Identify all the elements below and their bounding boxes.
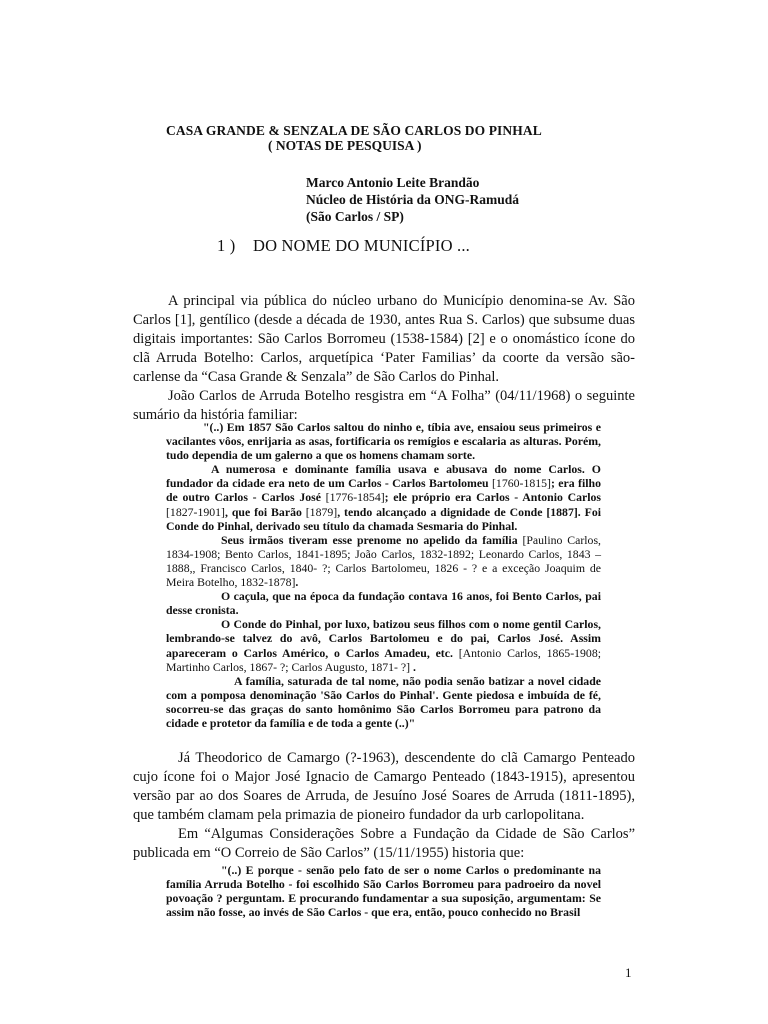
- quote-paragraph: O caçula, que na época da fundação contava 16 anos, foi Bento Carlos, pai desse cronista.: [166, 589, 601, 618]
- quote-text: Seus irmãos tiveram esse prenome no apelido da família: [221, 532, 523, 547]
- quote-text: .: [410, 659, 417, 674]
- quote-paragraph: [166, 617, 601, 673]
- quote-dates: [Paulino Carlos, 1834-1908; Bento Carlos, 1841-1895; João Carlos, 1832-1892; Leonardo Carlos, 1843 – 1888,, Francisco Carlos, 1840- ?; Carlos Bartolomeu, 1826 - ? e a exceção Joaquim de Meira Botelho, 1832-1878]: [166, 532, 601, 590]
- author-block: [306, 174, 519, 225]
- quote-date: [1879]: [305, 504, 338, 519]
- paragraph: Já Theodorico de Camargo (?-1963), descendente do clã Camargo Penteado cujo ícone foi o Major José Ignacio de Camargo Penteado (1843-1915), apresentou versão par ao dos Soares de Arruda, de Jesuíno José Soares de Arruda (1811-1895), que também clamam pela primazia de pioneiro fundador da urb carlopolitana.: [133, 750, 635, 823]
- author-affiliation: Núcleo de História da ONG-Ramudá: [306, 192, 520, 207]
- quote-text: ; ele próprio era Carlos - Antonio Carlos: [384, 490, 601, 505]
- paragraph: A principal via pública do núcleo urbano do Município denomina-se Av. São Carlos [1], gentílico (desde a década de 1930, antes Rua S. Carlos) que subsume duas digitais importantes: São Carlos Borromeu (1538-1584) [2] e o onomástico ícone do clã Arruda Botelho: Carlos, arquetípica ‘Pater Familias’ da coorte da versão são-carlense da “Casa Grande & Senzala” de São Carlos do Pinhal.: [133, 293, 635, 385]
- document-title: CASA GRANDE & SENZALA DE SÃO CARLOS DO PINHAL: [166, 123, 542, 138]
- paragraph: João Carlos de Arruda Botelho resgistra em “A Folha” (04/11/1968) o seguinte sumário da história familiar:: [133, 388, 635, 423]
- quote-text: A numerosa e dominante família usava e abusava do nome Carlos. O fundador da cidade era neto de um Carlos - Carlos Bartolomeu: [166, 462, 601, 491]
- quote-paragraph: A família, saturada de tal nome, não podia senão batizar a novel cidade com a pomposa denominação 'São Carlos do Pinhal'. Gente piedosa e imbuída de fé, socorreu-se das graças do santo homônimo São Carlos Borromeu para patrono da cidade e protetor da família e de toda a gente (..)": [166, 673, 601, 730]
- author-location: (São Carlos / SP): [306, 209, 404, 224]
- quote-paragraph: "(..) Em 1857 São Carlos saltou do ninho e, tíbia ave, ensaiou seus primeiros e vacilantes vôos, enrijaria as asas, fortificaria os remígios e escalaria as alturas. Porém, tudo dependia de um galerno a que os homens chamam sorte.: [166, 420, 601, 463]
- quote-text: O Conde do Pinhal, por luxo, batizou seus filhos com o nome gentil Carlos, lembrando-se talvez do avô, Carlos Bartolomeu e do pai, Carlos José. Assim apareceram o Carlos Américo, o Carlos Amadeu, etc.: [166, 617, 601, 660]
- quote-paragraph: [166, 462, 601, 532]
- quote-text: , que foi Barão: [224, 504, 306, 519]
- quote-paragraph: [166, 533, 601, 589]
- author-name: Marco Antonio Leite Brandão: [306, 175, 480, 190]
- quote-date: [1760-1815]: [492, 476, 551, 491]
- quote-dates: [Antonio Carlos, 1865-1908; Martinho Carlos, 1867- ?; Carlos Augusto, 1871- ?]: [166, 645, 602, 674]
- document-subtitle: ( NOTAS DE PESQUISA ): [268, 138, 422, 153]
- middle-paragraphs: [133, 749, 635, 863]
- quote-date: [1827-1901]: [166, 504, 225, 519]
- quote-text: .: [295, 575, 299, 590]
- block-quote-2: [166, 863, 601, 919]
- page-number: 1: [625, 965, 632, 980]
- block-quote-1: [166, 420, 601, 730]
- section-title: DO NOME DO MUNICÍPIO ...: [253, 236, 471, 255]
- section-heading: [217, 236, 470, 256]
- intro-paragraphs: [133, 292, 635, 425]
- quote-text: , tendo alcançado a dignidade de Conde [1887]. Foi Conde do Pinhal, derivado seu título da chamada Sesmaria do Pinhal.: [166, 504, 601, 533]
- section-number: 1 ): [217, 236, 236, 255]
- paragraph: Em “Algumas Considerações Sobre a Fundação da Cidade de São Carlos” publicada em “O Correio de São Carlos” (15/11/1955) historia que:: [133, 826, 635, 861]
- quote-date: [1776-1854]: [325, 490, 385, 505]
- quote-text: ; era filho de outro Carlos - Carlos José: [166, 476, 601, 505]
- quote-paragraph: "(..) E porque - senão pelo fato de ser o nome Carlos o predominante na família Arruda Botelho - foi escolhido São Carlos Borromeu para padroeiro da novel povoação ? perguntam. E procurando fundamentar a sua suposição, argumentam: Se assim não fosse, ao invés de São Carlos - que era, então, pouco conhecido no Brasil: [166, 863, 601, 920]
